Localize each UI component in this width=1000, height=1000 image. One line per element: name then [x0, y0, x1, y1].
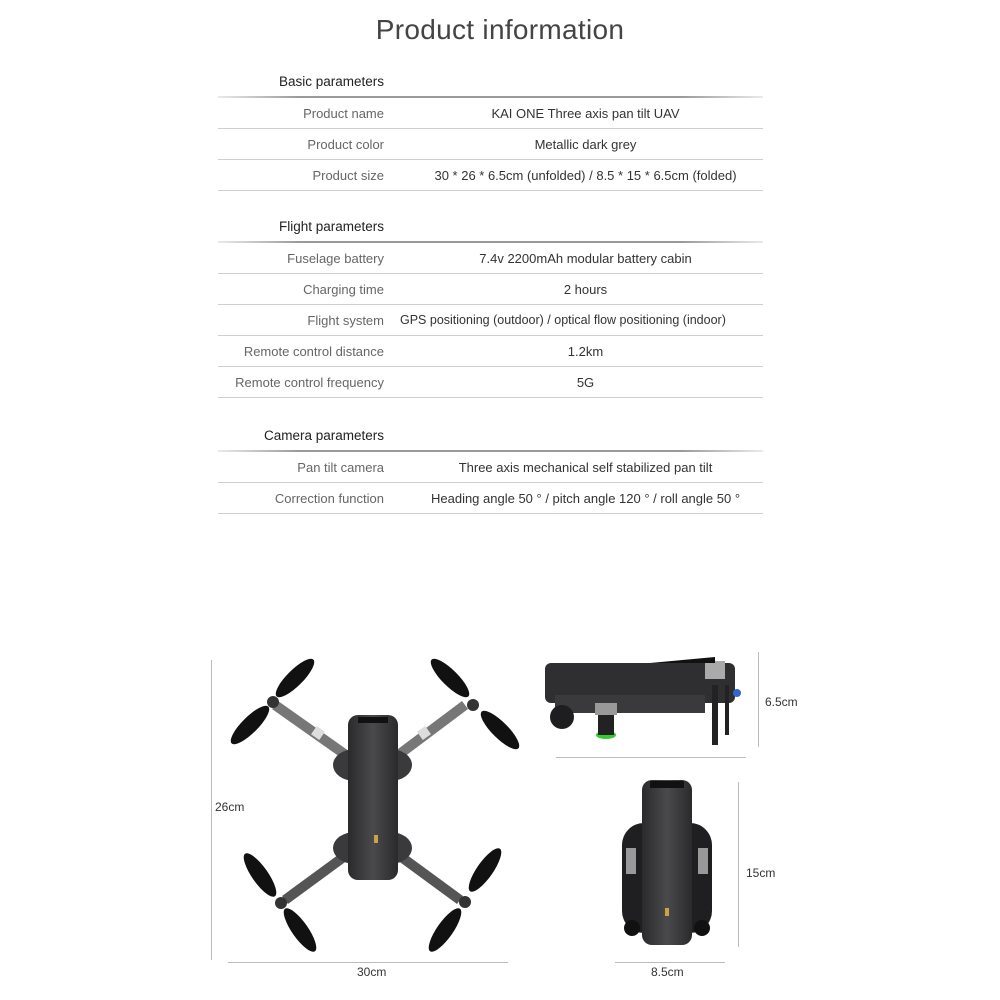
side-height-label: 6.5cm — [765, 695, 798, 709]
side-width-dimension-line — [556, 757, 746, 758]
table-row: Product color Metallic dark grey — [218, 129, 763, 160]
flight-parameters-section — [218, 211, 763, 398]
section-heading: Basic parameters — [278, 74, 384, 89]
width-dimension-line — [228, 962, 508, 963]
drone-top-view-image — [215, 650, 530, 955]
table-row: Charging time 2 hours — [218, 274, 763, 305]
section-heading: Flight parameters — [278, 219, 384, 234]
table-row: Remote control distance 1.2km — [218, 336, 763, 367]
unfolded-width-label: 30cm — [357, 965, 387, 979]
side-height-dimension-line — [758, 652, 759, 747]
drone-folded-view-image — [612, 778, 722, 948]
unfolded-height-label: 26cm — [215, 800, 245, 814]
height-dimension-line — [211, 660, 212, 960]
drone-side-view-image — [540, 655, 750, 750]
table-row: Product name KAI ONE Three axis pan tilt UAV — [218, 98, 763, 129]
section-heading: Camera parameters — [263, 428, 384, 443]
table-row: Correction function Heading angle 50 ° / pitch angle 120 ° / roll angle 50 ° — [218, 483, 763, 514]
folded-length-dimension-line — [738, 782, 739, 947]
folded-width-dimension-line — [615, 962, 725, 963]
table-row: Fuselage battery 7.4v 2200mAh modular battery cabin — [218, 243, 763, 274]
table-row: Remote control frequency 5G — [218, 367, 763, 398]
basic-parameters-section — [218, 66, 763, 191]
table-row: Pan tilt camera Three axis mechanical self stabilized pan tilt — [218, 452, 763, 483]
table-row: Flight system GPS positioning (outdoor) / optical flow positioning (indoor) — [218, 305, 763, 336]
camera-parameters-section — [218, 420, 763, 514]
folded-length-label: 15cm — [746, 866, 776, 880]
table-row: Product size 30 * 26 * 6.5cm (unfolded) / 8.5 * 15 * 6.5cm (folded) — [218, 160, 763, 191]
folded-width-label: 8.5cm — [651, 965, 684, 979]
page-title: Product information — [375, 14, 625, 45]
